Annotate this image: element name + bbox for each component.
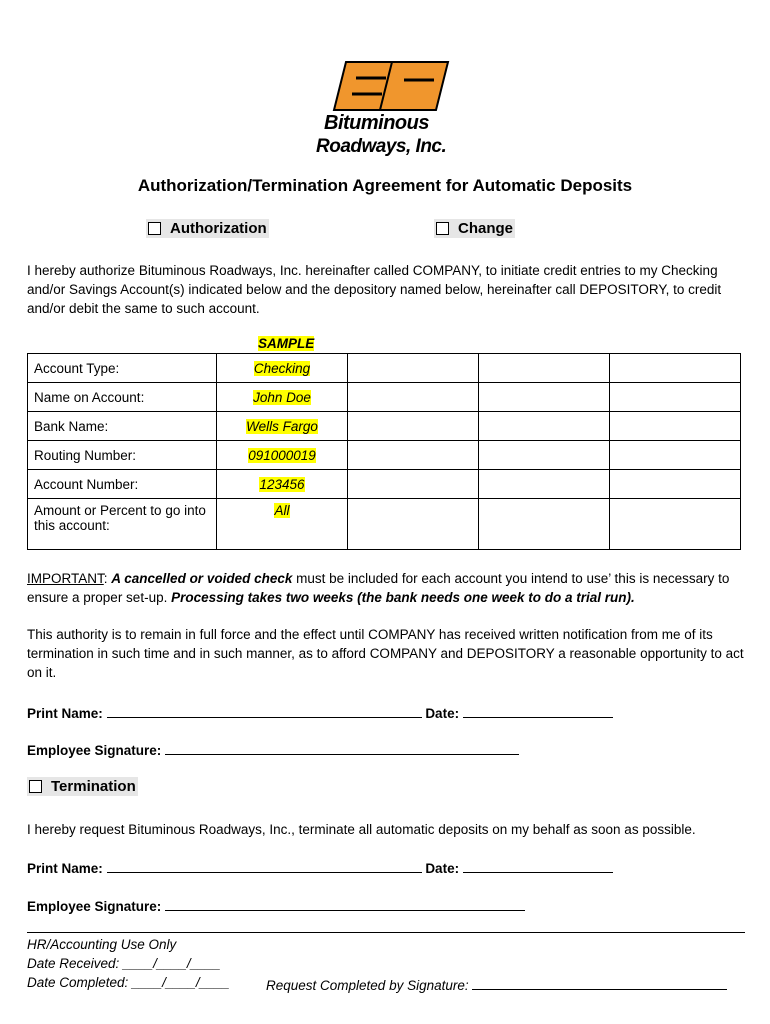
account-cell[interactable] (610, 383, 741, 412)
date-label: Date: (425, 861, 460, 876)
change-label: Change (458, 220, 514, 237)
account-cell[interactable] (348, 499, 479, 550)
signature-label: Employee Signature: (27, 743, 162, 758)
print-name-label: Print Name: (27, 861, 103, 876)
account-cell[interactable] (348, 383, 479, 412)
sample-value: Checking (253, 360, 311, 376)
table-row (28, 383, 741, 412)
account-cell[interactable] (348, 354, 479, 383)
signature-line[interactable] (165, 740, 519, 755)
account-cell[interactable] (479, 354, 610, 383)
date-completed[interactable]: Date Completed: ____/____/____ (27, 975, 230, 990)
hr-heading: HR/Accounting Use Only (27, 937, 177, 952)
row-label: Name on Account: (28, 383, 217, 412)
table-row (28, 499, 741, 550)
hr-divider (27, 932, 745, 933)
account-table (27, 353, 741, 550)
account-cell[interactable] (610, 354, 741, 383)
authorization-checkbox[interactable] (148, 222, 161, 235)
row-label: Amount or Percent to go into this account: (28, 499, 217, 550)
signature-row (27, 740, 519, 758)
table-row (28, 441, 741, 470)
account-cell[interactable] (348, 412, 479, 441)
signature-row (27, 896, 525, 914)
termination-paragraph: I hereby request Bituminous Roadways, Inc., terminate all automatic deposits on my behalf as soon as possible. (27, 822, 696, 837)
important-paragraph: IMPORTANT: A cancelled or voided check must be included for each account you intend to use’ this is necessary to ensure a proper set-up. Processing takes two weeks (the bank needs one week to do a trial run). (27, 571, 730, 605)
table-row (28, 470, 741, 499)
account-cell[interactable] (348, 441, 479, 470)
print-name-row (27, 703, 613, 721)
account-cell[interactable] (479, 441, 610, 470)
date-label: Date: (425, 706, 460, 721)
table-row (28, 412, 741, 441)
termination-label: Termination (51, 778, 136, 795)
row-label: Account Type: (28, 354, 217, 383)
row-label: Bank Name: (28, 412, 217, 441)
intro-paragraph: I hereby authorize Bituminous Roadways, Inc. hereinafter called COMPANY, to initiate credit entries to my Checking and/or Savings Account(s) indicated below and the depository named below, hereinafter call DEPOSITORY, to credit and/or debit the same to such account. (27, 263, 722, 316)
print-name-label: Print Name: (27, 706, 103, 721)
account-cell[interactable] (610, 470, 741, 499)
sample-header: SAMPLE (258, 336, 315, 351)
authorization-label: Authorization (170, 220, 267, 237)
termination-checkbox[interactable] (29, 780, 42, 793)
print-name-line[interactable] (107, 858, 422, 873)
row-label: Routing Number: (28, 441, 217, 470)
change-option[interactable] (434, 219, 515, 238)
account-cell[interactable] (479, 412, 610, 441)
table-row (28, 354, 741, 383)
company-logo (316, 58, 452, 164)
print-name-row (27, 858, 613, 876)
print-name-line[interactable] (107, 703, 422, 718)
sample-value: Wells Fargo (246, 418, 318, 434)
authorization-option[interactable] (146, 219, 269, 238)
date-line[interactable] (463, 858, 613, 873)
sample-value: 123456 (259, 476, 305, 492)
account-cell[interactable] (479, 499, 610, 550)
account-cell[interactable] (610, 412, 741, 441)
account-cell[interactable] (610, 441, 741, 470)
authority-paragraph: This authority is to remain in full force and the effect until COMPANY has received written notification from me of its termination in such time and in such manner, as to afford COMPANY and DEPOSITORY a reasonable opportunity to act on it. (27, 627, 744, 680)
termination-option[interactable] (27, 777, 138, 796)
signature-label: Employee Signature: (27, 899, 162, 914)
account-cell[interactable] (479, 470, 610, 499)
account-cell[interactable] (348, 470, 479, 499)
signature-line[interactable] (165, 896, 525, 911)
sample-value: All (274, 503, 290, 518)
sample-value: John Doe (253, 389, 311, 405)
row-label: Account Number: (28, 470, 217, 499)
page-title: Authorization/Termination Agreement for Automatic Deposits (137, 176, 633, 195)
account-cell[interactable] (479, 383, 610, 412)
request-completed-label: Request Completed by Signature: (266, 978, 469, 993)
logo-line2: Roadways, Inc. (316, 136, 447, 157)
change-checkbox[interactable] (436, 222, 449, 235)
account-cell[interactable] (610, 499, 741, 550)
date-line[interactable] (463, 703, 613, 718)
logo-line1: Bituminous (324, 112, 429, 134)
date-received[interactable]: Date Received: ____/____/____ (27, 956, 221, 971)
request-completed-line[interactable] (472, 975, 727, 990)
request-completed-row (266, 975, 727, 993)
sample-value: 091000019 (248, 447, 316, 463)
